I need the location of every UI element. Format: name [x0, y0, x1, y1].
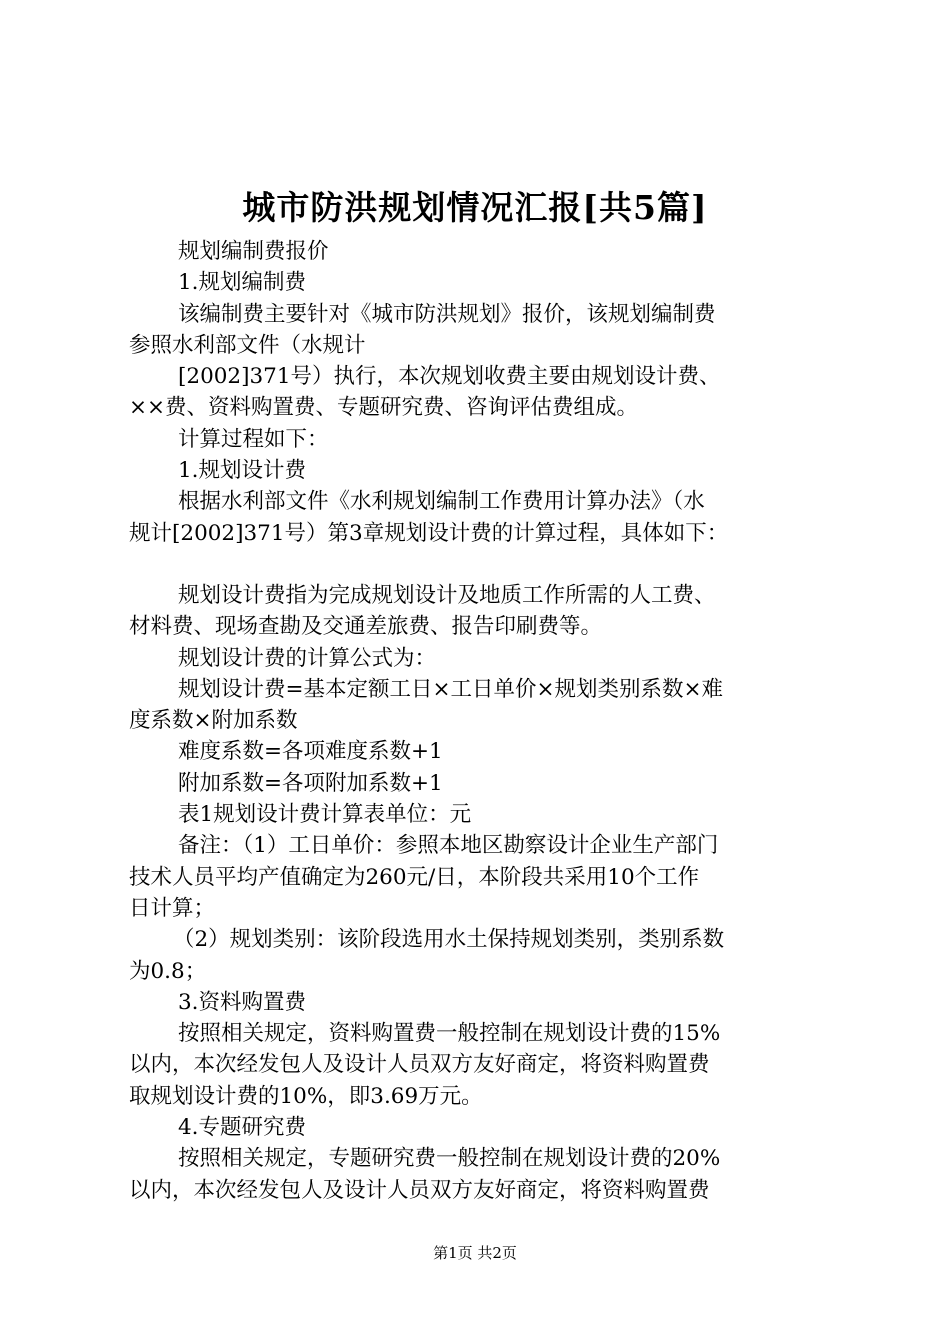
paragraph-line: 取规划设计费的10%，即3.69万元。 [129, 1083, 483, 1109]
paragraph-line: （2）规划类别：该阶段选用水土保持规划类别，类别系数 [173, 927, 725, 953]
paragraph-line: 表1规划设计费计算表单位：元 [178, 802, 472, 828]
paragraph-line: 参照水利部文件（水规计 [129, 332, 366, 358]
page-number-footer: 第1页 共2页 [433, 1244, 517, 1262]
blank-line [129, 549, 834, 580]
paragraph-line: ××费、资料购置费、专题研究费、咨询评估费组成。 [129, 395, 639, 421]
paragraph-line: 规计[2002]371号）第3章规划设计费的计算过程，具体如下： [129, 520, 729, 546]
paragraph-line: 材料费、现场查勘及交通差旅费、报告印刷费等。 [129, 614, 603, 640]
paragraph-line: 1.规划编制费 [178, 270, 307, 296]
paragraph-line: 根据水利部文件《水利规划编制工作费用计算办法》（水 [178, 489, 705, 515]
paragraph-line: [2002]371号）执行，本次规划收费主要由规划设计费、 [178, 364, 721, 390]
document-title: 城市防洪规划情况汇报[共5篇] [242, 188, 708, 227]
paragraph-line: 以内，本次经发包人及设计人员双方友好商定，将资料购置费 [129, 1177, 710, 1203]
paragraph-line: 技术人员平均产值确定为260元/日，本阶段共采用10个工作 [129, 864, 700, 890]
paragraph-line: 度系数×附加系数 [129, 708, 298, 734]
paragraph-line: 规划设计费=基本定额工日×工日单价×规划类别系数×难 [178, 676, 724, 702]
paragraph-line: 规划设计费指为完成规划设计及地质工作所需的人工费、 [178, 582, 716, 608]
paragraph-line: 日计算； [129, 895, 216, 921]
paragraph-line: 按照相关规定，资料购置费一般控制在规划设计费的15% [178, 1021, 721, 1047]
paragraph-line: 难度系数=各项难度系数+1 [178, 739, 443, 765]
paragraph-line: 4.专题研究费 [178, 1115, 307, 1141]
paragraph-line: 按照相关规定，专题研究费一般控制在规划设计费的20% [178, 1146, 721, 1172]
paragraph-line: 计算过程如下： [178, 426, 329, 452]
paragraph-line: 备注：（1）工日单价：参照本地区勘察设计企业生产部门 [178, 833, 719, 859]
paragraph-line: 以内，本次经发包人及设计人员双方友好商定，将资料购置费 [129, 1052, 710, 1078]
paragraph-line: 规划设计费的计算公式为： [178, 645, 437, 671]
paragraph-line: 规划编制费报价 [178, 239, 329, 264]
paragraph-line: 该编制费主要针对《城市防洪规划》报价，该规划编制费 [178, 301, 716, 327]
paragraph-line: 为0.8； [129, 958, 207, 984]
paragraph-line: 附加系数=各项附加系数+1 [178, 770, 443, 796]
document-body [129, 236, 834, 1206]
paragraph-line: 3.资料购置费 [178, 989, 307, 1015]
paragraph-line: 1.规划设计费 [178, 458, 307, 484]
